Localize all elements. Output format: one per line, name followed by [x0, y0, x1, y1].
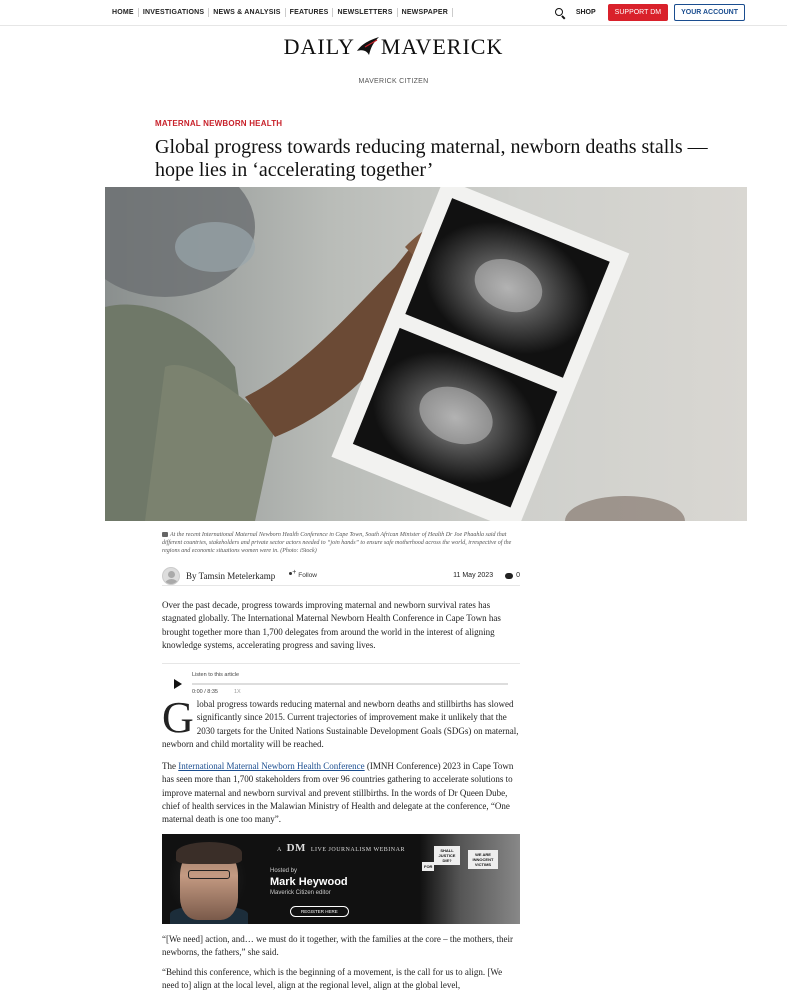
byline-text [186, 571, 275, 581]
play-icon[interactable] [174, 679, 182, 689]
by-label: By [186, 570, 197, 581]
article-paragraph-2 [162, 760, 520, 826]
drop-cap: G [162, 693, 194, 742]
author-avatar[interactable] [162, 567, 180, 585]
nav-newsletters[interactable]: NEWSLETTERS [333, 8, 397, 17]
top-nav [0, 0, 787, 26]
byline [162, 566, 520, 586]
your-account-button[interactable]: YOUR ACCOUNT [674, 4, 745, 21]
ultrasound-photo [105, 187, 747, 521]
protest-sign-2: WE ARE INNOCENT VICTIMS [468, 850, 498, 869]
article-lead: Over the past decade, progress towards improving maternal and newborn survival rates has stagnated globally. The International Maternal Newborn Health Conference in Cape Town has brought together more than 1,700 delegates from around the world in the interest of aligning knowledge systems, accelerating progress and saving lives. [162, 600, 501, 650]
caption-text: At the recent International Maternal Newborn Health Conference in Cape Town, South African Minister of Health Dr Joe Phaahla said that different countries, stakeholders and private sector actors needed to “join hands” to ensure safe motherhood across the world, irrespective of the regions and economic situations women were in. (Photo: iStock) [162, 532, 512, 554]
site-logo[interactable] [0, 34, 787, 60]
nav-home[interactable]: HOME [108, 8, 139, 17]
camera-icon [162, 532, 168, 537]
banner-a: A [277, 847, 282, 853]
follow-button[interactable] [289, 572, 317, 579]
bird-logo-icon [355, 35, 381, 57]
article-paragraph-1 [162, 693, 520, 751]
audio-time: 0:00 / 8:35 [192, 689, 218, 695]
imnh-conference-link[interactable]: International Maternal Newborn Health Conference [178, 761, 365, 771]
playback-speed[interactable]: 1X [234, 689, 241, 695]
paragraph-2-pre: The [162, 761, 179, 771]
follow-icon [289, 572, 296, 578]
hosted-by-label: Hosted by [270, 868, 298, 874]
article-paragraph-4: “Behind this conference, which is the beginning of a movement, is the call for us to align. [We need to] align at the local level, align at the regional level, align at the global level, [162, 967, 503, 991]
image-caption [162, 531, 514, 555]
host-name: Mark Heywood [270, 876, 348, 888]
paragraph-2-post: (IMNH Conference) 2023 in Cape Town has seen more than 1,700 stakeholders from over 96 countries gathering to accelerate solutions to improve maternal and newborn survival and prevent stillbirths. In the words of Dr Queen Dube, chief of health services in the Malawian Ministry of Health and delegate at the conference, “One maternal death is one too many”. [162, 761, 514, 825]
nav-investigations[interactable]: INVESTIGATIONS [139, 8, 209, 17]
comment-icon [505, 573, 513, 579]
publish-date: 11 May 2023 [453, 572, 494, 579]
nav-news-analysis[interactable]: NEWS & ANALYSIS [209, 8, 285, 17]
follow-label: Follow [298, 572, 318, 579]
logo-text-right: MAVERICK [380, 34, 504, 59]
protest-sign-1: SHALL JUSTICE DIE? [434, 846, 460, 865]
logo-text-left: DAILY [283, 34, 355, 59]
hero-image [105, 187, 747, 521]
author-link[interactable]: Tamsin Metelerkamp [198, 570, 276, 581]
section-label[interactable]: MAVERICK CITIZEN [358, 78, 429, 85]
register-button[interactable]: REGISTER HERE [290, 906, 349, 917]
article-category[interactable]: MATERNAL NEWBORN HEALTH [155, 119, 283, 128]
support-dm-button[interactable]: SUPPORT DM [608, 4, 668, 21]
search-icon[interactable] [554, 7, 566, 19]
comments-link[interactable] [505, 572, 520, 579]
audio-progress-bar[interactable] [192, 683, 508, 685]
nav-features[interactable]: FEATURES [286, 8, 334, 17]
nav-newspaper[interactable]: NEWSPAPER [398, 8, 453, 17]
shop-link[interactable]: SHOP [575, 9, 596, 16]
article-paragraph-3: “[We need] action, and… we must do it together, with the families at the core – the mothers, their newborns, the fathers,” she said. [162, 934, 514, 958]
paragraph-1-text: lobal progress towards reducing maternal and newborn deaths and stillbirths has slowed significantly since 2015. Current trajectories of improvement make it unlikely that the 2030 targets for the United Nations Sustainable Development Goals (SDGs) on maternal, newborn and child mortality will be reached. [162, 699, 519, 749]
host-glasses [188, 870, 230, 879]
listen-label: Listen to this article [192, 672, 240, 678]
article-headline: Global progress towards reducing maternal, newborn deaths stalls — hope lies in ‘accelerating together’ [155, 136, 708, 181]
dm-logo-icon: DM [286, 842, 306, 854]
protest-photo [420, 834, 520, 924]
audio-player [162, 663, 520, 699]
webinar-banner[interactable] [162, 834, 520, 924]
nav-actions [554, 4, 745, 21]
banner-webinar-label: LIVE JOURNALISM WEBINAR [310, 847, 405, 853]
protest-sign-3: FOR [424, 864, 433, 869]
host-role: Maverick Citizen editor [270, 890, 331, 896]
comment-count: 0 [516, 572, 520, 579]
